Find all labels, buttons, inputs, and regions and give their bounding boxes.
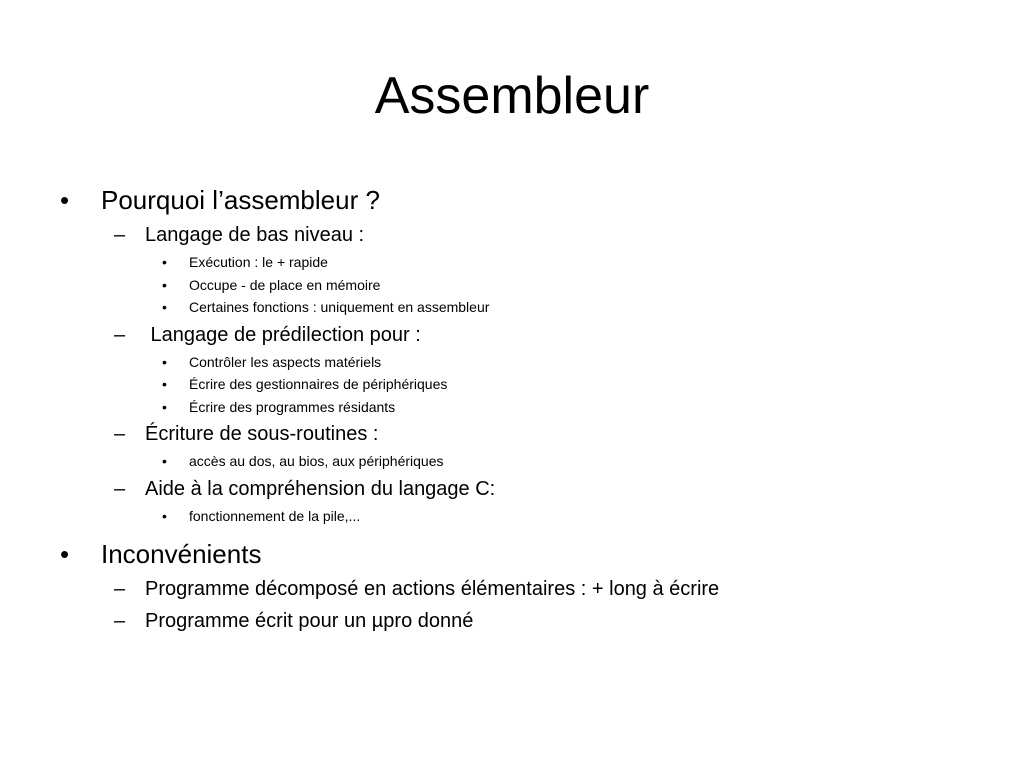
bullet-icon: • [162,299,167,315]
list-item-text: Écrire des programmes résidants [189,398,396,415]
list-item [60,573,980,605]
dash-icon: – [114,423,126,445]
dash-icon: – [114,610,126,632]
list-item-text: accès au dos, au bios, aux périphériques [189,453,444,469]
list-item-text: Pourquoi l’assembleur ? [101,185,380,215]
dash-icon: – [114,578,126,600]
list-item [60,351,980,374]
bullet-icon: • [162,398,167,415]
bullet-icon: • [162,353,167,370]
bullet-icon: • [60,185,70,215]
bullet-icon: • [162,507,167,524]
bullet-icon: • [162,453,167,469]
list-item [60,450,980,473]
slide-title: Assembleur [374,67,650,125]
bullet-icon: • [162,276,167,293]
bullet-icon: • [60,539,70,569]
list-item-text: Exécution : le + rapide [189,254,328,270]
bullet-list [60,181,980,637]
list-item-text: Certaines fonctions : uniquement en assembleur [189,299,490,315]
list-item [60,418,980,450]
list-item-text: Aide à la compréhension du langage C: [145,477,496,500]
list-item-text: Langage de prédilection pour : [145,323,421,346]
list-item [60,296,980,319]
dash-icon: – [114,323,126,346]
list-item [60,181,980,219]
list-item-text: Écrire des gestionnaires de périphériques [189,376,448,392]
list-item-text: Contrôler les aspects matériels [189,353,382,370]
list-item [60,505,980,528]
dash-icon: – [114,477,126,500]
list-item-text: Écriture de sous-routines : [145,423,379,445]
list-item [60,274,980,297]
list-item [60,535,980,573]
list-item [60,251,980,274]
list-item [60,605,980,637]
list-item [60,473,980,505]
list-item-text: Langage de bas niveau : [145,224,365,246]
dash-icon: – [114,224,126,246]
list-item-text: fonctionnement de la pile,... [189,507,361,524]
bullet-icon: • [162,254,167,270]
list-item [60,396,980,419]
list-item-text: Inconvénients [101,539,262,569]
list-item-text: Occupe - de place en mémoire [189,276,381,293]
list-item [60,219,980,251]
list-item [60,373,980,396]
list-item-text: Programme décomposé en actions élémentaires : + long à écrire [145,578,720,600]
list-item-text: Programme écrit pour un µpro donné [145,610,474,632]
bullet-icon: • [162,376,167,392]
list-item [60,319,980,351]
